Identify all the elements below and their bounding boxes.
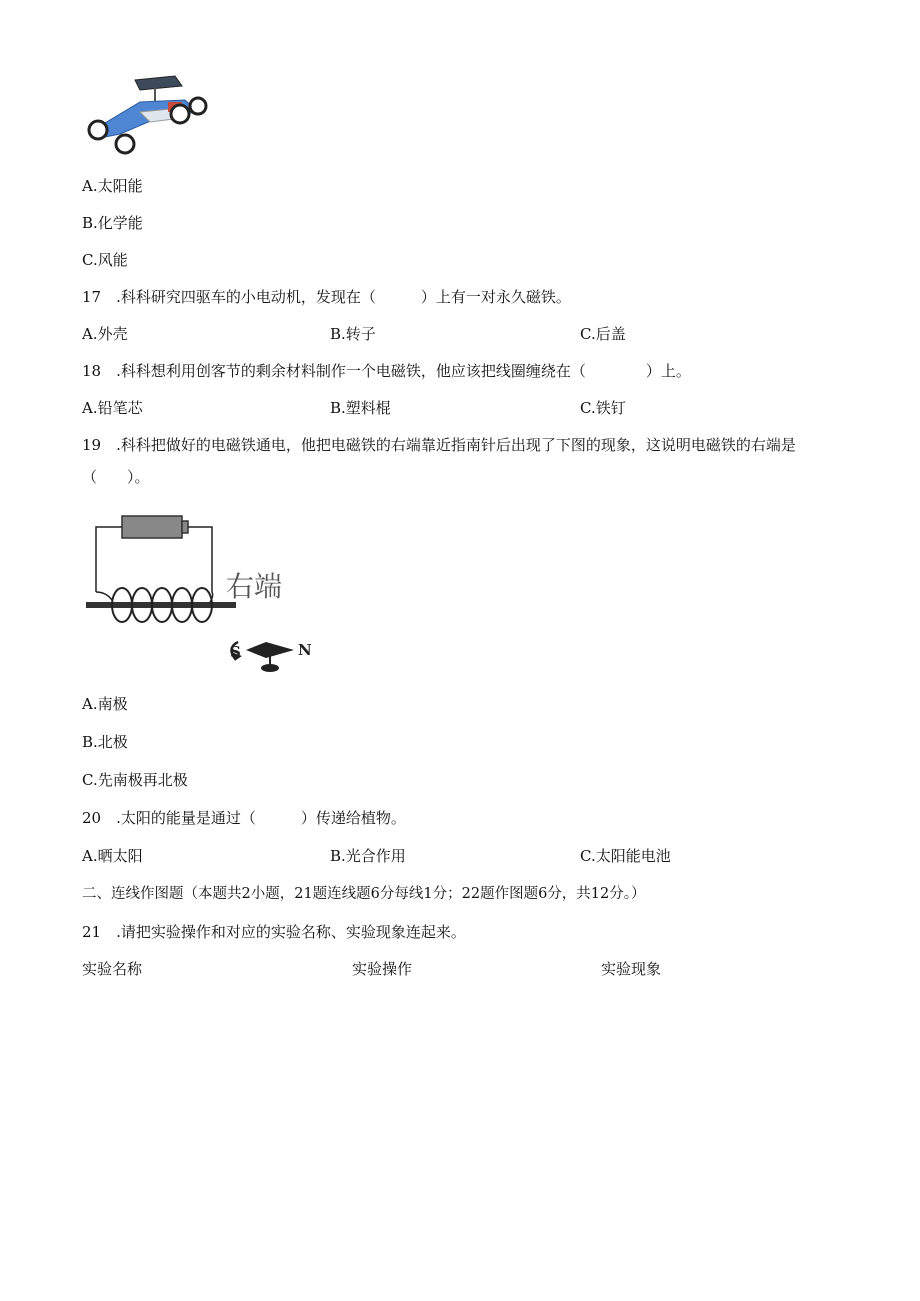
q18-option-a: A.铅笔芯 xyxy=(82,399,143,417)
q21-stem: 21 .请把实验操作和对应的实验名称、实验现象连起来。 xyxy=(82,923,466,941)
q19-option-b: B.北极 xyxy=(82,733,128,751)
q17-option-a: A.外壳 xyxy=(82,325,128,343)
q19-option-a: A.南极 xyxy=(82,695,128,713)
iron-core xyxy=(86,602,236,608)
q21-column-phenomenon: 实验现象 xyxy=(601,960,662,978)
q16-option-b: B.化学能 xyxy=(82,214,143,232)
compass-south-label: S xyxy=(230,643,241,661)
q21-column-operation: 实验操作 xyxy=(352,960,413,978)
q20-option-a: A.晒太阳 xyxy=(82,847,143,865)
right-end-label: 右端 xyxy=(226,570,283,603)
section2-heading: 二、连线作图题（本题共2小题，21题连线题6分每线1分；22题作图题6分，共12分。） xyxy=(82,886,646,902)
q19-stem-line2: （ ）。 xyxy=(82,468,150,486)
q17-stem: 17 .科科研究四驱车的小电动机，发现在（ ）上有一对永久磁铁。 xyxy=(82,288,571,306)
q19-stem-line1: 19 .科科把做好的电磁铁通电，他把电磁铁的右端靠近指南针后出现了下图的现象，这说明电磁铁的右端是 xyxy=(82,436,796,454)
battery xyxy=(122,516,182,538)
compass-north-label: N xyxy=(298,641,312,659)
q16-option-c: C.风能 xyxy=(82,251,128,269)
q18-stem: 18 .科科想利用创客节的剩余材料制作一个电磁铁，他应该把线圈缠绕在（ ）上。 xyxy=(82,362,691,380)
q18-option-b: B.塑料棍 xyxy=(330,399,391,417)
q17-option-b: B.转子 xyxy=(330,325,376,343)
q20-option-c: C.太阳能电池 xyxy=(580,847,671,865)
q17-option-c: C.后盖 xyxy=(580,325,626,343)
electromagnet-figure xyxy=(86,510,326,680)
solar-car-figure xyxy=(80,72,210,158)
q19-option-c: C.先南极再北极 xyxy=(82,771,188,789)
q16-option-a: A.太阳能 xyxy=(82,177,143,195)
q20-option-b: B.光合作用 xyxy=(330,847,406,865)
q18-option-c: C.铁钉 xyxy=(580,399,626,417)
q20-stem: 20 .太阳的能量是通过（ ）传递给植物。 xyxy=(82,809,406,827)
q21-column-name: 实验名称 xyxy=(82,960,143,978)
